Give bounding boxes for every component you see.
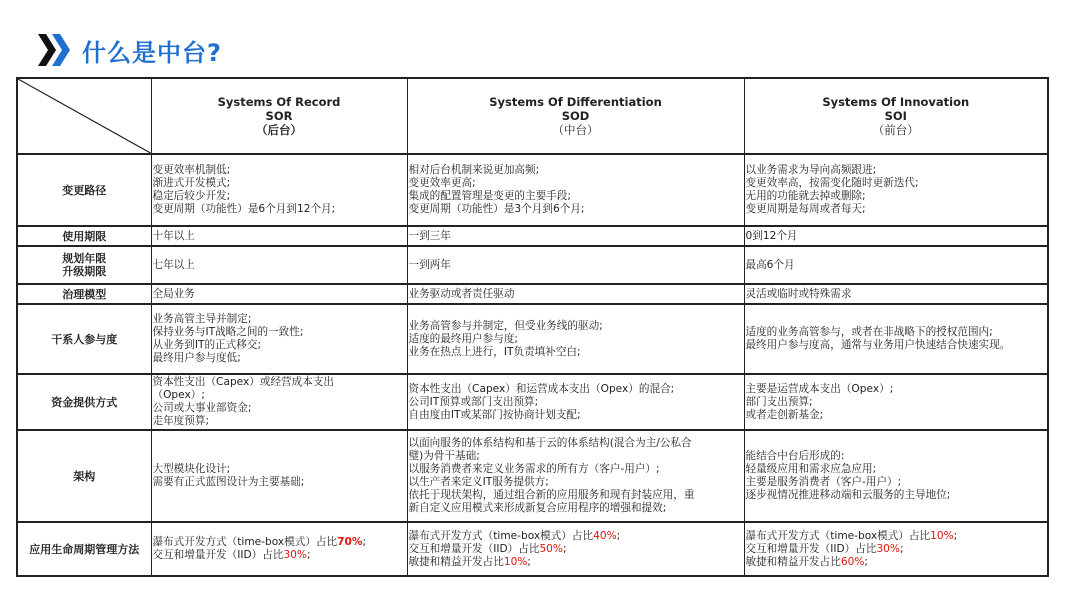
cell-sor	[151, 304, 407, 374]
header-sor-abbr: SOR	[265, 109, 293, 123]
cell-line: 全局业务	[152, 287, 195, 300]
cell-soi	[744, 226, 1048, 246]
cell-sor	[151, 284, 407, 304]
lifecycle-tail: ;	[306, 549, 311, 561]
cell-sod	[407, 226, 744, 246]
lifecycle-tail: ;	[562, 542, 567, 555]
lifecycle-text: 敏捷和精益开发占比	[745, 555, 841, 568]
lifecycle-line	[153, 549, 406, 562]
cell-line: 部门支出预算;	[745, 395, 813, 408]
cell-line: 主要是服务消费者（客户-用户）;	[745, 476, 902, 488]
lifecycle-tail: ;	[899, 542, 904, 555]
cell-sor	[151, 154, 407, 226]
cell-line: 无用的功能就去掉或删除;	[745, 190, 866, 202]
lifecycle-line	[409, 543, 743, 556]
cell-soi	[744, 246, 1048, 284]
cell-line: 轻量级应用和需求应急应用;	[745, 463, 877, 475]
lifecycle-text: 交互和增量开发（IID）占比	[152, 549, 284, 561]
cell-line: 变更效率机制低;	[152, 164, 231, 176]
table-row	[17, 154, 1048, 226]
cell-line: 业务高管参与并制定，但受业务线的驱动;	[408, 319, 603, 332]
page-title: 什么是中台?	[82, 38, 222, 67]
cell-sod	[407, 430, 744, 522]
title-bar	[36, 30, 222, 70]
cell-line: 业务在热点上进行，IT负责填补空白;	[408, 345, 581, 358]
cell-line: 最终用户参与度高，通常与业务用户快速结合快速实现。	[745, 339, 1011, 351]
cell-line: 主要是运营成本支出（Opex）;	[745, 382, 894, 395]
cell-line: 渐进式开发模式;	[152, 177, 231, 189]
header-sod	[407, 78, 744, 154]
lifecycle-text: 瀑布式开发方式（time-box模式）占比	[745, 529, 931, 542]
cell-line: 资本性支出（Capex）或经营成本支出	[152, 376, 335, 388]
table-row	[17, 284, 1048, 304]
cell-line: 灵活或临时或特殊需求	[745, 287, 852, 300]
cell-line: 相对后台机制来说更加高频;	[408, 164, 540, 176]
header-sod-cn: （中台）	[552, 123, 599, 137]
cell-line: 变更周期（功能性）是3个月到6个月;	[408, 203, 585, 215]
row-label: 变更路径	[17, 154, 151, 226]
cell-line: 公司IT预算或部门支出预算;	[408, 395, 539, 408]
lifecycle-text: 敏捷和精益开发占比	[408, 555, 504, 568]
cell-line: 从业务到IT的正式移交;	[152, 339, 262, 351]
row-label-line: 规划年限	[62, 252, 107, 265]
cell-sor	[151, 374, 407, 430]
lifecycle-line	[746, 530, 1047, 543]
cell-sor	[151, 246, 407, 284]
table-row	[17, 522, 1048, 576]
cell-line: 七年以上	[152, 258, 195, 271]
cell-soi	[744, 284, 1048, 304]
percentage-value: 40%	[593, 529, 617, 542]
header-soi	[744, 78, 1048, 154]
cell-soi	[744, 154, 1048, 226]
lifecycle-line	[153, 536, 406, 549]
cell-line: 集成的配置管理是变更的主要手段;	[408, 190, 571, 202]
comparison-table	[16, 77, 1049, 577]
cell-line: 变更效率更高;	[408, 177, 476, 189]
cell-line: 需要有正式蓝图设计为主要基础;	[152, 476, 305, 488]
table-row	[17, 246, 1048, 284]
cell-line: 新自定义应用模式来形成新复合应用程序的增强和提效;	[408, 502, 667, 514]
percentage-value: 30%	[876, 542, 900, 555]
lifecycle-tail: ;	[362, 536, 367, 548]
percentage-value: 30%	[283, 549, 307, 561]
lifecycle-tail: ;	[953, 529, 958, 542]
cell-line: 变更周期是每周或者每天;	[745, 203, 866, 215]
cell-line: 大型模块化设计;	[152, 463, 231, 475]
cell-sod	[407, 304, 744, 374]
header-soi-abbr: SOI	[884, 109, 907, 123]
table-row	[17, 226, 1048, 246]
row-label: 资金提供方式	[17, 374, 151, 430]
percentage-value: 50%	[539, 542, 563, 555]
lifecycle-text: 交互和增量开发（IID）占比	[745, 542, 877, 555]
diagonal-line-icon	[18, 79, 151, 153]
cell-line: 最高6个月	[745, 258, 795, 271]
table-row	[17, 374, 1048, 430]
cell-line: 公司或大事业部资金;	[152, 402, 252, 414]
lifecycle-line	[409, 556, 743, 569]
lifecycle-text: 瀑布式开发方式（time-box模式）占比	[152, 536, 338, 548]
percentage-value: 60%	[840, 555, 865, 568]
cell-line: 璧)为骨干基础;	[408, 450, 480, 462]
table-row	[17, 304, 1048, 374]
cell-sod	[407, 154, 744, 226]
header-row	[17, 78, 1048, 154]
header-sor	[151, 78, 407, 154]
corner-cell	[17, 78, 151, 154]
cell-line: 以面向服务的体系结构和基于云的体系结构(混合为主/公私合	[408, 437, 692, 449]
cell-line: 自由度由IT或某部门按协商计划支配;	[408, 408, 581, 421]
percentage-value: 10%	[503, 555, 528, 568]
row-label: 使用期限	[17, 226, 151, 246]
header-soi-cn: （前台）	[872, 123, 919, 137]
cell-sod	[407, 374, 744, 430]
header-sor-name: Systems Of Record	[217, 95, 341, 109]
cell-sor	[151, 430, 407, 522]
cell-line: 业务驱动或者责任驱动	[408, 287, 515, 300]
cell-line: 以服务消费者来定义业务需求的所有方（客户-用户）;	[408, 463, 660, 475]
cell-line: 以生产者来定义IT服务提供方;	[408, 476, 549, 488]
cell-line: 最终用户参与度低;	[152, 352, 241, 364]
lifecycle-line	[409, 530, 743, 543]
header-sod-name: Systems Of Differentiation	[489, 95, 662, 109]
cell-line: 一到两年	[408, 258, 451, 271]
header-sor-cn: （后台）	[256, 123, 302, 137]
lifecycle-text: 瀑布式开发方式（time-box模式）占比	[408, 529, 594, 542]
cell-sor	[151, 226, 407, 246]
cell-line: 一到三年	[408, 229, 451, 242]
cell-line: 保持业务与IT战略之间的一致性;	[152, 326, 304, 338]
row-label: 应用生命周期管理方法	[17, 522, 151, 576]
cell-line: 逐步视情况推进移动端和云服务的主导地位;	[745, 489, 951, 501]
lifecycle-tail: ;	[527, 555, 531, 568]
cell-line: 十年以上	[152, 229, 195, 242]
lifecycle-line	[746, 543, 1047, 556]
cell-soi	[744, 430, 1048, 522]
header-soi-name: Systems Of Innovation	[822, 95, 970, 109]
lifecycle-tail: ;	[616, 529, 621, 542]
lifecycle-tail: ;	[864, 555, 868, 568]
cell-line: 走年度预算;	[152, 415, 210, 427]
cell-sod	[407, 246, 744, 284]
cell-soi	[744, 522, 1048, 576]
cell-line: 0到12个月	[745, 229, 798, 242]
cell-sod	[407, 284, 744, 304]
percentage-value: 10%	[930, 529, 954, 542]
row-label: 架构	[17, 430, 151, 522]
row-label	[17, 246, 151, 284]
cell-line: 或者走创新基金;	[745, 408, 824, 421]
row-label: 干系人参与度	[17, 304, 151, 374]
double-chevron-icon	[36, 30, 70, 70]
cell-soi	[744, 374, 1048, 430]
cell-line: 适度的业务高管参与，或者在非战略下的授权范围内;	[745, 326, 993, 338]
cell-line: 适度的最终用户参与度;	[408, 332, 519, 345]
cell-line: 变更效率高，按需变化随时更新迭代;	[745, 177, 919, 189]
cell-sod	[407, 522, 744, 576]
percentage-value: 70%	[337, 536, 363, 548]
cell-line: 稳定后较少开发;	[152, 190, 231, 202]
table-row	[17, 430, 1048, 522]
cell-line: 资本性支出（Capex）和运营成本支出（Opex）的混合;	[408, 382, 675, 395]
cell-soi	[744, 304, 1048, 374]
cell-line: 能结合中台后形成的:	[745, 450, 845, 462]
cell-line: （Opex）;	[152, 389, 205, 401]
row-label-line: 升级期限	[62, 265, 107, 278]
cell-line: 业务高管主导并制定;	[152, 313, 252, 325]
cell-line: 以业务需求为导向高频跟进;	[745, 164, 877, 176]
cell-sor	[151, 522, 407, 576]
cell-line: 依托于现状架构，通过组合新的应用服务和现有封装应用，重	[408, 489, 695, 501]
lifecycle-text: 交互和增量开发（IID）占比	[408, 542, 540, 555]
header-sod-abbr: SOD	[561, 109, 590, 123]
cell-line: 变更周期（功能性）是6个月到12个月;	[152, 203, 336, 215]
lifecycle-line	[746, 556, 1047, 569]
row-label: 治理模型	[17, 284, 151, 304]
